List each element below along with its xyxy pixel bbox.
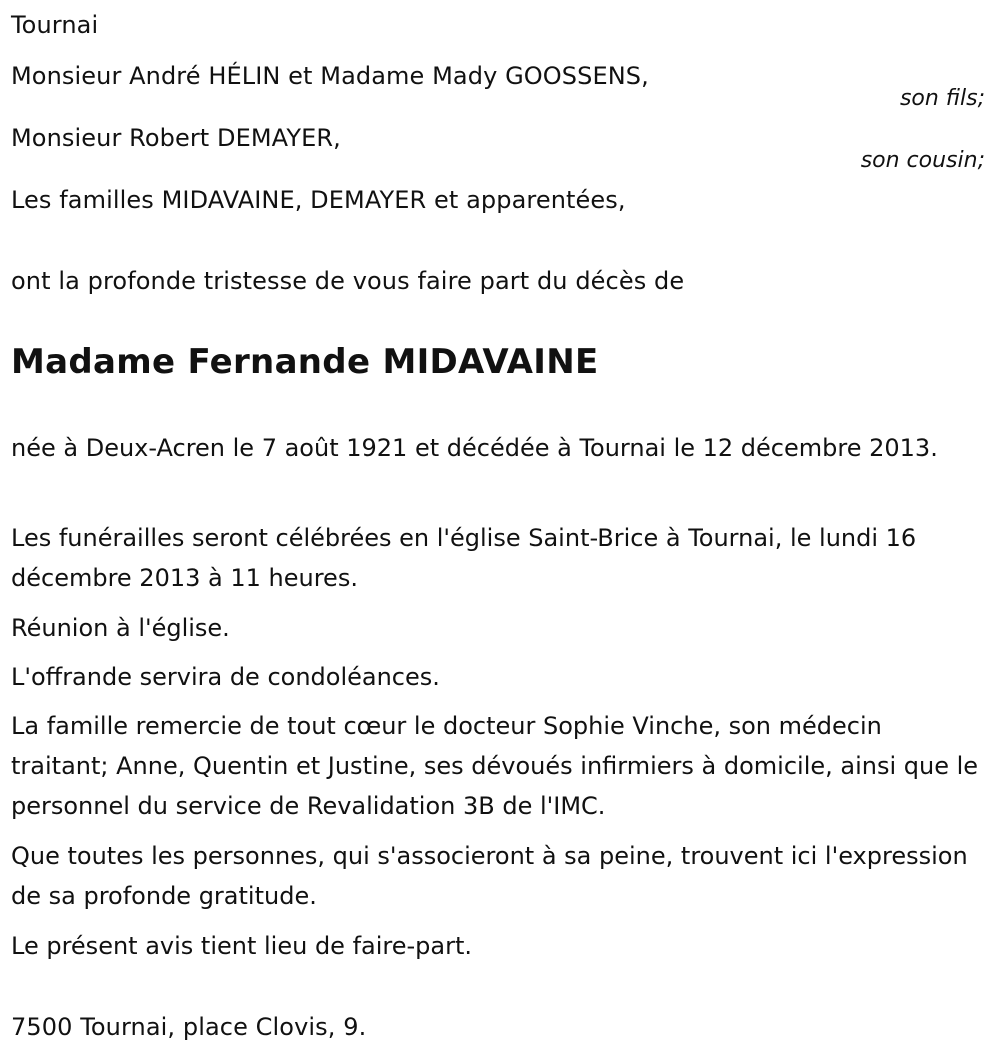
funeral-paragraph: Les funérailles seront célébrées en l'église Saint-Brice à Tournai, le lundi 16 décembre 2013 à 11 heures. (11, 524, 917, 592)
gratitude-paragraph: Que toutes les personnes, qui s'associeront à sa peine, trouvent ici l'expression de sa profonde gratitude. (11, 842, 968, 910)
meeting-paragraph: Réunion à l'église. (11, 614, 230, 642)
family-member-name: Les familles MIDAVAINE, DEMAYER et apparentées, (11, 186, 626, 214)
deceased-name: Madame Fernande MIDAVAINE (11, 342, 599, 382)
family-member-relation: son fils; (899, 86, 985, 111)
thanks-paragraph: La famille remercie de tout cœur le docteur Sophie Vinche, son médecin traitant; Anne, Quentin et Justine, ses dévoués infirmiers à domicile, ainsi que le personnel du service de Revalidation 3B de l'IMC. (11, 712, 979, 820)
address-line: 7500 Tournai, place Clovis, 9. (11, 1013, 367, 1041)
announcement-text: ont la profonde tristesse de vous faire part du décès de (11, 267, 685, 295)
family-member-name: Monsieur André HÉLIN et Madame Mady GOOSSENS, (11, 62, 649, 90)
location-heading: Tournai (11, 11, 99, 39)
notice-paragraph: Le présent avis tient lieu de faire-part. (11, 932, 473, 960)
family-member-name: Monsieur Robert DEMAYER, (11, 124, 341, 152)
obituary-notice (11, 0, 991, 1061)
family-member-relation: son cousin; (860, 148, 985, 173)
offering-paragraph: L'offrande servira de condoléances. (11, 663, 440, 691)
birth-death-paragraph: née à Deux-Acren le 7 août 1921 et décédée à Tournai le 12 décembre 2013. (11, 434, 938, 462)
